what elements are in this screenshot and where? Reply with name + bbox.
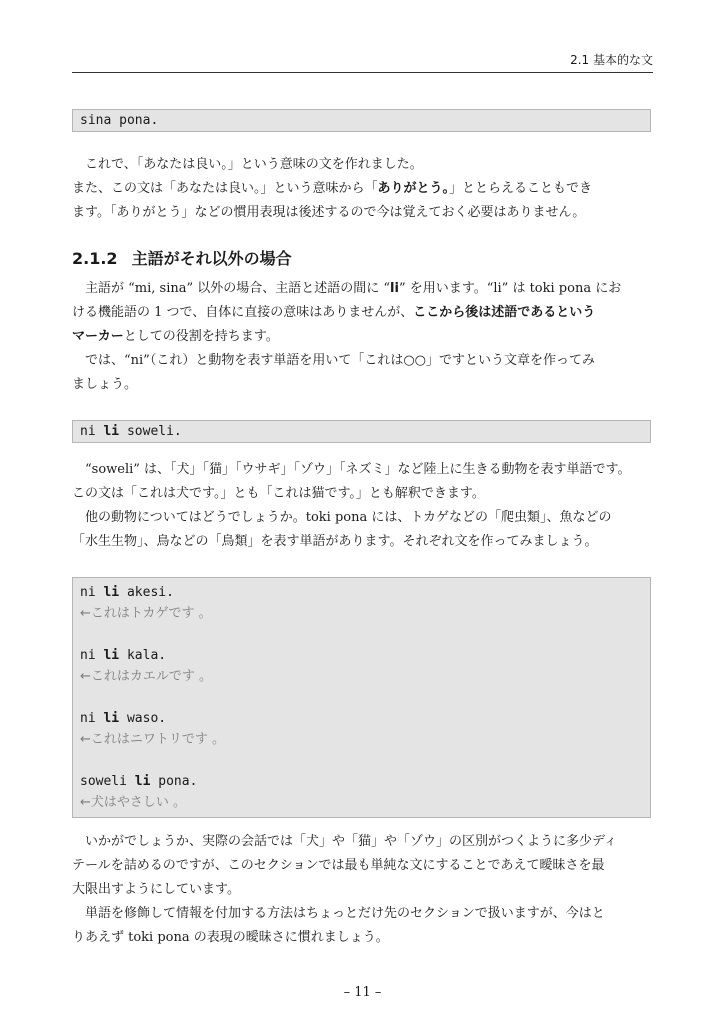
example-translation: ←これはカエルです 。 [80, 669, 213, 684]
code-block-examples [72, 577, 651, 818]
paragraph-conclusion [72, 830, 655, 950]
text-line: テールを詰めるのですが、このセクションでは最も単純な文にすることであえて曖昧さを最 [72, 858, 605, 873]
example-sentence: ni li akesi. [80, 585, 174, 600]
text-line: 「水生生物」、鳥などの「鳥類」を表す単語があります。それぞれ文を作ってみましょう。 [72, 534, 598, 549]
text-line: また、この文は「あなたは良い。」という意味から「ありがとう。」ととらえることもでき [72, 181, 593, 196]
code-block-ni-li-soweli [72, 420, 651, 443]
text-line: 他の動物についてはどうでしょうか。toki pona には、トカゲなどの「爬虫類」、魚などの [85, 510, 612, 525]
code-line: sina pona. [80, 113, 159, 128]
example-translation: ←これはニワトリです 。 [80, 732, 226, 747]
section-heading [72, 246, 292, 269]
bold-marker: マーカー [72, 329, 124, 344]
paragraph-soweli [72, 458, 655, 554]
text-line: “soweli” は、「犬」「猫」「ウサギ」「ゾウ」「ネズミ」など陸上に生きる動物を表す単語です。 [85, 462, 631, 477]
text-line: 主語が “mi, sina” 以外の場合、主語と述語の間に “li” を用います。“li” は toki pona にお [85, 281, 622, 296]
text-line: りあえず toki pona の表現の曖昧さに慣れましょう。 [72, 930, 389, 945]
example-sentence: soweli li pona. [80, 774, 198, 789]
text-line: 単語を修飾して情報を付加する方法はちょっとだけ先のセクションで扱いますが、今はと [85, 906, 605, 921]
text-line: ます。「ありがとう」などの慣用表現は後述するので今は覚えておく必要はありません。 [72, 205, 586, 220]
example-translation: ←これはトカゲです 。 [80, 606, 212, 621]
bold-phrase: ここから後は述語であるという [413, 305, 596, 320]
running-header [72, 50, 653, 73]
header-section: 2.1 基本的な文 [570, 53, 653, 67]
code-block-sina-pona [72, 109, 651, 132]
bold-li: li [390, 281, 399, 296]
example-sentence: ni li kala. [80, 648, 167, 663]
text-line: では、“ni”（これ）と動物を表す単語を用いて「これは○○」ですという文章を作ってみ [85, 353, 596, 368]
text-line: 大限出すようにしています。 [72, 882, 240, 897]
paragraph-li-explanation [72, 277, 655, 397]
page-number: – 11 – [343, 985, 382, 1000]
paragraph-intro [72, 153, 655, 225]
example-translation: ←犬はやさしい 。 [80, 795, 187, 810]
section-number: 2.1.2 [72, 249, 118, 268]
text-line: ける機能語の 1 つで、自体に直接の意味はありませんが、ここから後は述語であるという [72, 305, 596, 320]
text-line: マーカーとしての役割を持ちます。 [72, 329, 279, 344]
text-line: ましょう。 [72, 377, 138, 392]
text-line: この文は「これは犬です。」とも「これは猫です。」とも解釈できます。 [72, 486, 485, 501]
text-line: これで、「あなたは良い。」という意味の文を作れました。 [85, 157, 423, 172]
bold-phrase: ありがとう。 [377, 181, 450, 196]
text-line: いかがでしょうか、実際の会話では「犬」や「猫」や「ゾウ」の区別がつくように多少ディ [85, 834, 617, 849]
section-title: 主語がそれ以外の場合 [131, 249, 292, 268]
code-line: ni li soweli. [80, 424, 182, 439]
example-sentence: ni li waso. [80, 711, 167, 726]
